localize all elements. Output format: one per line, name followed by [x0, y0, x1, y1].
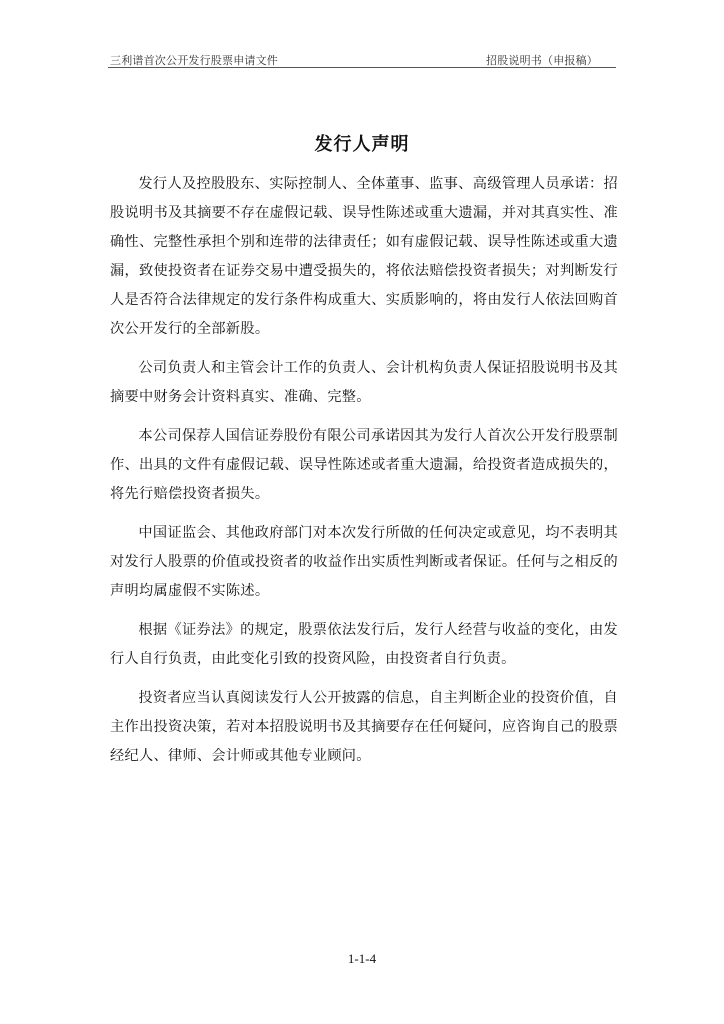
header-document-type: 招股说明书（申报稿）	[486, 54, 598, 67]
page-header	[108, 52, 616, 68]
page-number: 1-1-4	[347, 951, 377, 966]
header-divider	[108, 67, 616, 68]
page-title: 发行人声明	[314, 134, 410, 155]
paragraph-sponsor-commitment: 本公司保荐人国信证券股份有限公司承诺因其为发行人首次公开发行股票制作、出具的文件有虚假记载、误导性陈述或者重大遗漏，给投资者造成损失的，将先行赔偿投资者损失。	[110, 428, 618, 502]
paragraph-investor-advice: 投资者应当认真阅读发行人公开披露的信息，自主判断企业的投资价值，自主作出投资决策，若对本招股说明书及其摘要存在任何疑问，应咨询自己的股票经纪人、律师、会计师或其他专业顾问。	[110, 690, 618, 764]
paragraph-csrc-disclaimer: 中国证监会、其他政府部门对本次发行所做的任何决定或意见，均不表明其对发行人股票的价值或投资者的收益作出实质性判断或者保证。任何与之相反的声明均属虚假不实陈述。	[110, 525, 618, 599]
paragraph-securities-law: 根据《证券法》的规定，股票依法发行后，发行人经营与收益的变化，由发行人自行负责，由此变化引致的投资风险，由投资者自行负责。	[110, 622, 618, 667]
statement-body	[110, 170, 618, 781]
paragraph-issuer-commitment: 发行人及控股股东、实际控制人、全体董事、监事、高级管理人员承诺：招股说明书及其摘要不存在虚假记载、误导性陈述或重大遗漏，并对其真实性、准确性、完整性承担个别和连带的法律责任；如有虚假记载、误导性陈述或重大遗漏，致使投资者在证券交易中遭受损失的，将依法赔偿投资者损失；对判断发行人是否符合法律规定的发行条件构成重大、实质影响的，将由发行人依法回购首次公开发行的全部新股。	[110, 176, 618, 337]
paragraph-financial-accuracy: 公司负责人和主管会计工作的负责人、会计机构负责人保证招股说明书及其摘要中财务会计资料真实、准确、完整。	[110, 360, 618, 405]
header-document-name: 三利谱首次公开发行股票申请文件	[110, 54, 278, 67]
